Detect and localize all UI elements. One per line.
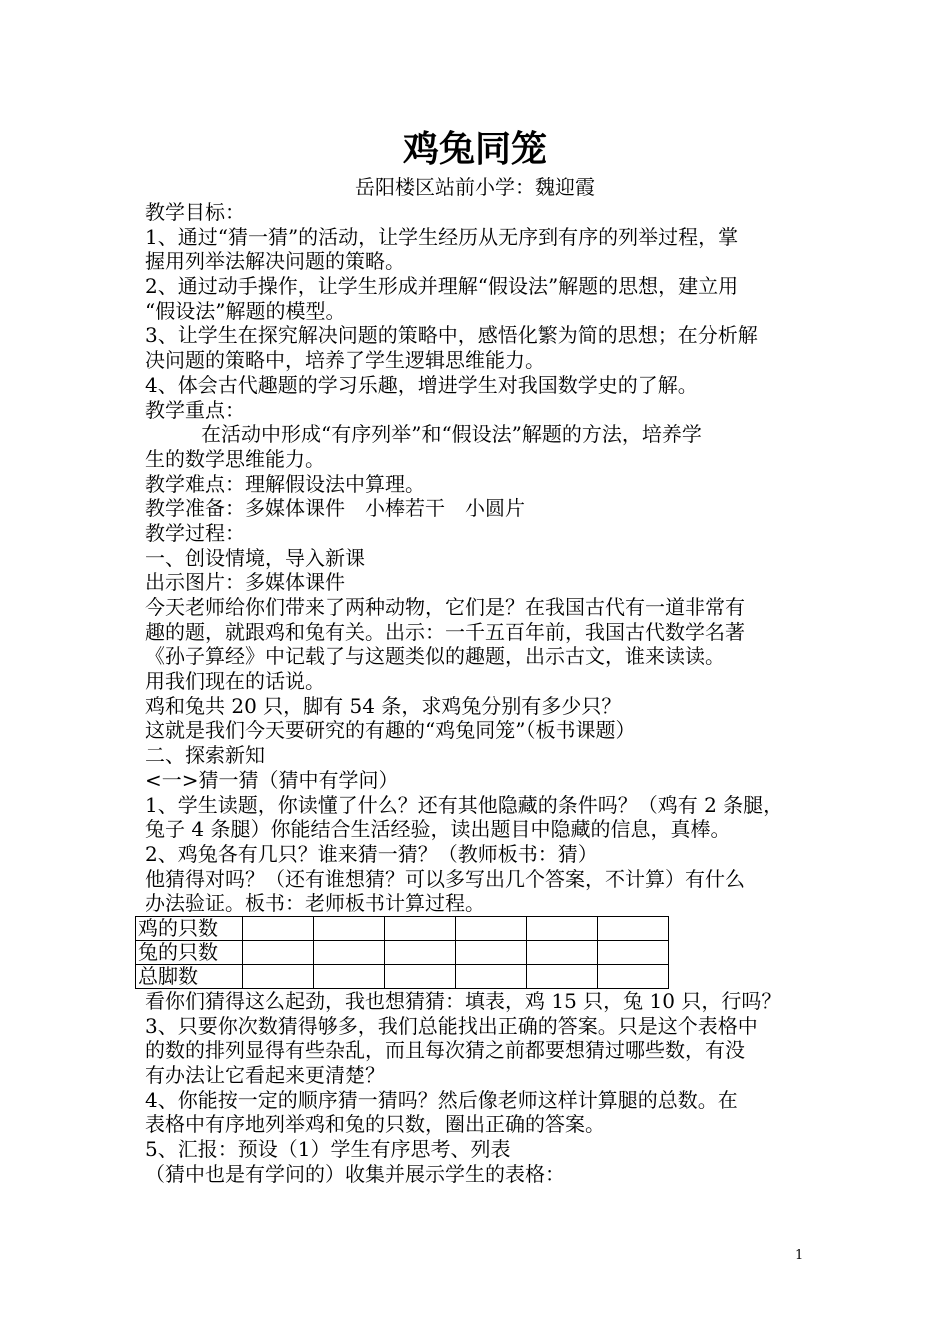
text-line: 1、通过“猜一猜”的活动，让学生经历从无序到有序的列举过程，掌: [145, 224, 739, 249]
row-label: 兔的只数: [136, 940, 243, 964]
text-line: “假设法”解题的模型。: [145, 298, 346, 323]
text-line: 1、学生读题，你读懂了什么？还有其他隐藏的条件吗？（鸡有 2 条腿，: [145, 792, 784, 817]
text-line: 生的数学思维能力。: [145, 446, 325, 471]
text-line: 兔子 4 条腿）你能结合生活经验，读出题目中隐藏的信息，真棒。: [145, 817, 731, 842]
text-line: 握用列举法解决问题的策略。: [145, 249, 405, 274]
table-row: [136, 964, 669, 988]
document-subtitle: 岳阳楼区站前小学：魏迎霞: [355, 175, 595, 199]
text-line: 教学重点：: [145, 397, 245, 422]
guess-table: [135, 916, 669, 989]
document-body: [138, 200, 815, 1186]
text-line: 2、鸡兔各有几只？谁来猜一猜？（教师板书：猜）: [145, 841, 598, 866]
text-line: 鸡和兔共 20 只，脚有 54 条，求鸡兔分别有多少只？: [145, 693, 622, 718]
text-line: 2、通过动手操作，让学生形成并理解“假设法”解题的思想，建立用: [145, 274, 739, 299]
table-cell: [385, 940, 456, 964]
table-row: [136, 916, 669, 940]
document-title: 鸡兔同笼: [402, 129, 547, 170]
text-block-before-table: [145, 200, 815, 916]
table-cell: [527, 940, 598, 964]
table-cell: [385, 916, 456, 940]
text-line: 教学过程：: [145, 520, 245, 545]
text-line: 二、探索新知: [145, 743, 265, 768]
table-cell: [598, 940, 669, 964]
text-line: 表格中有序地列举鸡和兔的只数，圈出正确的答案。: [145, 1112, 605, 1137]
text-line: 他猜得对吗？（还有谁想猜？可以多写出几个答案，不计算）有什么: [145, 866, 745, 891]
table-cell: [527, 916, 598, 940]
table-cell: [243, 916, 314, 940]
text-line: 出示图片：多媒体课件: [145, 570, 345, 595]
table-cell: [456, 916, 527, 940]
text-line: 3、只要你次数猜得够多，我们总能找出正确的答案。只是这个表格中: [145, 1013, 758, 1038]
row-label: 总脚数: [136, 964, 243, 988]
text-line: 4、体会古代趣题的学习乐趣，增进学生对我国数学史的了解。: [145, 372, 698, 397]
row-label: 鸡的只数: [136, 916, 243, 940]
text-line: 教学难点：理解假设法中算理。: [145, 471, 425, 496]
text-line: 用我们现在的话说。: [145, 669, 325, 694]
text-line: <一>猜一猜（猜中有学问）: [145, 767, 399, 792]
text-line: 决问题的策略中，培养了学生逻辑思维能力。: [145, 348, 545, 373]
text-line: 有办法让它看起来更清楚？: [145, 1063, 385, 1087]
text-line: （猜中也是有学问的）收集并展示学生的表格：: [145, 1161, 565, 1186]
text-line: 教学目标：: [145, 200, 245, 224]
text-line: 的数的排列显得有些杂乱，而且每次猜之前都要想猜过哪些数，有没: [145, 1038, 745, 1063]
text-line: 这就是我们今天要研究的有趣的“鸡兔同笼”（板书课题）: [145, 718, 636, 743]
text-line: 教学准备：多媒体课件 小棒若干 小圆片: [145, 496, 525, 521]
text-line: 4、你能按一定的顺序猜一猜吗？然后像老师这样计算腿的总数。在: [145, 1087, 738, 1112]
text-line: 办法验证。板书：老师板书计算过程。: [145, 891, 485, 916]
text-line: 今天老师给你们带来了两种动物，它们是？在我国古代有一道非常有: [145, 595, 745, 619]
table-cell: [314, 940, 385, 964]
table-cell: [598, 916, 669, 940]
text-block-after-table: [145, 989, 815, 1187]
table-cell: [456, 964, 527, 988]
table-cell: [456, 940, 527, 964]
text-line: 一、创设情境，导入新课: [145, 545, 365, 570]
table-cell: [527, 964, 598, 988]
table-cell: [385, 964, 456, 988]
text-line: 在活动中形成“有序列举”和“假设法”解题的方法，培养学: [201, 422, 702, 447]
text-line: 趣的题，就跟鸡和兔有关。出示：一千五百年前，我国古代数学名著: [145, 619, 745, 644]
page-number: 1: [795, 1248, 804, 1263]
text-line: 《孙子算经》中记载了与这题类似的趣题，出示古文，谁来读读。: [145, 644, 725, 669]
table-row: [136, 940, 669, 964]
table-cell: [598, 964, 669, 988]
table-cell: [314, 964, 385, 988]
text-line: 3、让学生在探究解决问题的策略中，感悟化繁为简的思想；在分析解: [145, 323, 758, 348]
text-line: 5、汇报：预设（1）学生有序思考、列表: [145, 1137, 511, 1162]
table-cell: [314, 916, 385, 940]
table-cell: [243, 940, 314, 964]
table-cell: [243, 964, 314, 988]
text-line: 看你们猜得这么起劲，我也想猜猜：填表，鸡 15 只，兔 10 只，行吗？: [145, 988, 782, 1013]
